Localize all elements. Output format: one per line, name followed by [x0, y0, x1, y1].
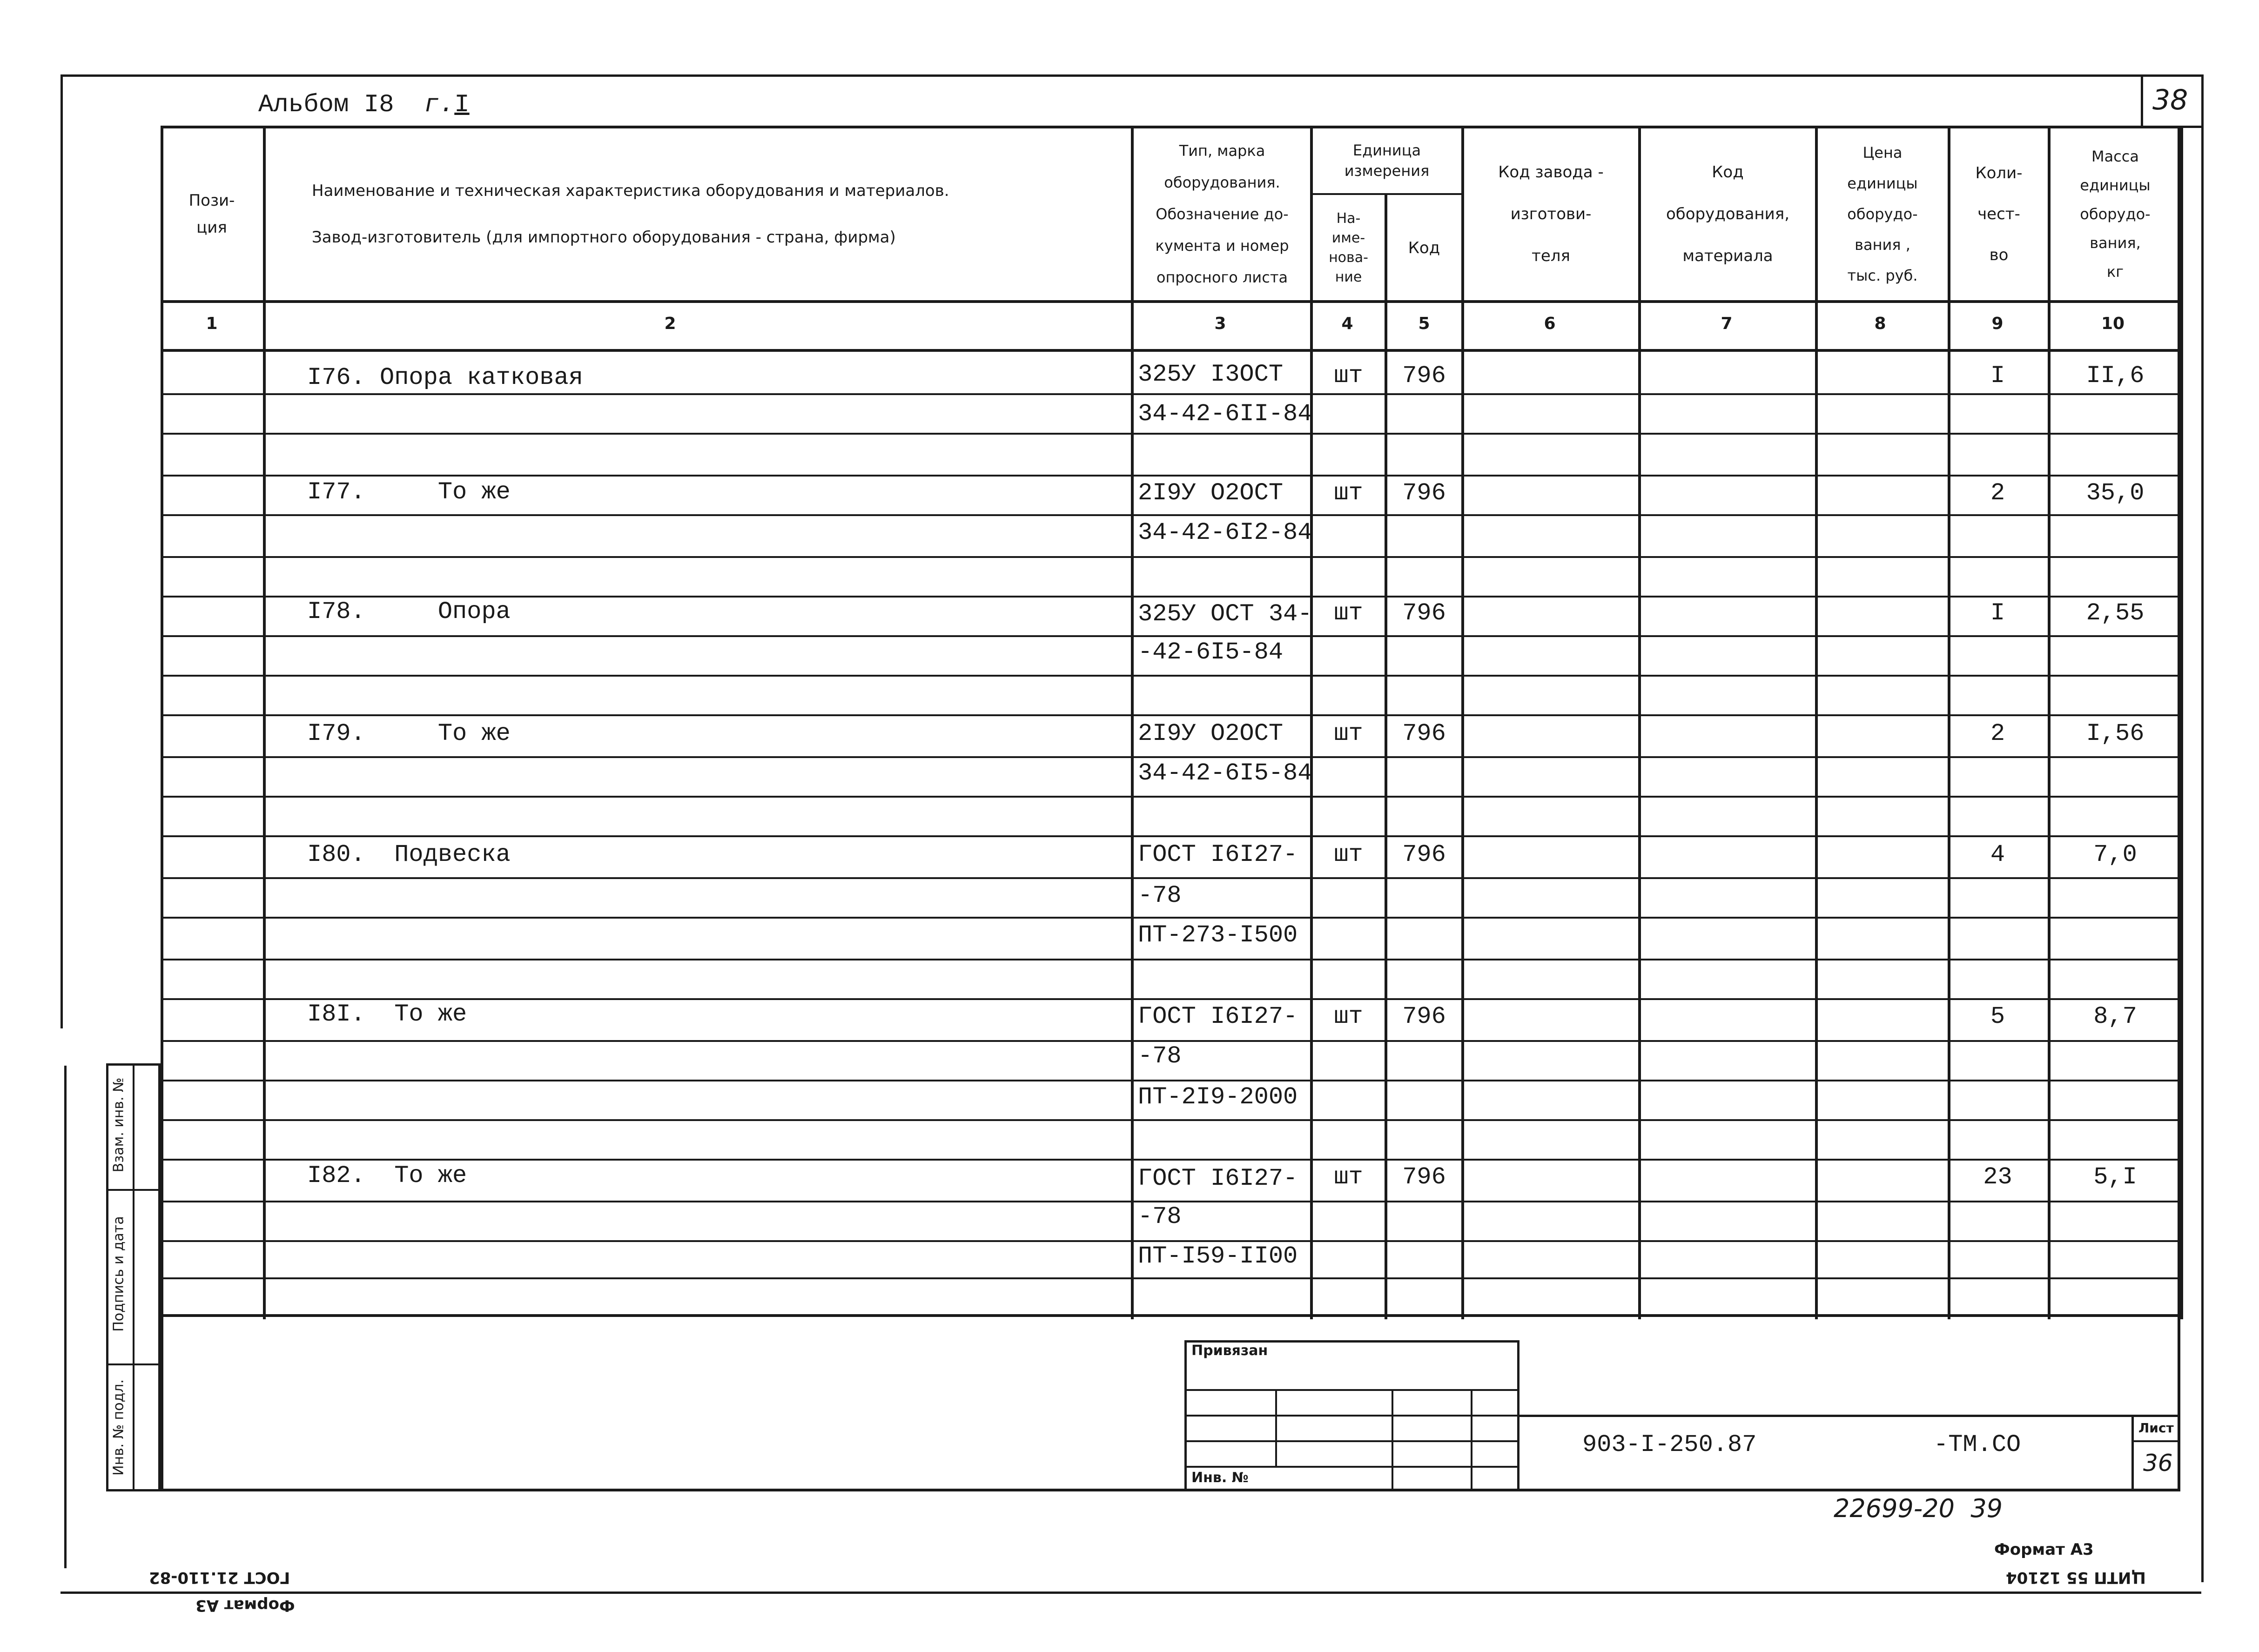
row-line — [161, 1119, 2180, 1121]
bottom-left-format: Формат А3 — [195, 1596, 295, 1615]
row-181-mass: 8,7 — [2093, 1003, 2137, 1030]
row-177-type-2: 34-42-6I2-84 — [1138, 519, 1312, 546]
row-179-type-2: 34-42-6I5-84 — [1138, 759, 1312, 787]
row-178-qty: I — [1990, 599, 2005, 627]
unit-header-split — [1310, 193, 1461, 195]
privyazan-line-3 — [1184, 1440, 1519, 1442]
colnum-2: 2 — [664, 314, 676, 333]
side-stamp-divider — [133, 1063, 134, 1491]
row-177-mass: 35,0 — [2086, 479, 2145, 507]
row-178-mass: 2,55 — [2086, 599, 2145, 627]
row-180-type-1: ГОСТ I6I27- — [1138, 841, 1298, 868]
col-line-10 — [2180, 126, 2183, 1319]
side-podpis-data: Подпись и дата — [110, 1216, 127, 1332]
row-line — [161, 714, 2180, 716]
row-181-unit: шт — [1334, 1003, 1363, 1030]
col-line-7 — [1815, 126, 1818, 1319]
row-179-type-1: 2I9У О2ОСТ — [1138, 720, 1284, 747]
row-line — [161, 959, 2180, 960]
row-line — [161, 796, 2180, 798]
sheet-number-split — [2131, 1440, 2180, 1442]
row-179-name: I79. То же — [307, 720, 511, 747]
row-180-mass: 7,0 — [2093, 841, 2137, 868]
top-page-number: 38 — [2152, 84, 2188, 116]
header-col7: Код оборудования, материала — [1666, 163, 1790, 265]
row-line — [161, 877, 2180, 879]
row-line — [161, 675, 2180, 677]
row-line — [161, 1201, 2180, 1202]
row-179-mass: I,56 — [2086, 720, 2145, 747]
row-181-type-3: ПТ-2I9-2000 — [1138, 1083, 1298, 1111]
privyazan-vline-3 — [1471, 1389, 1472, 1491]
row-line — [161, 514, 2180, 516]
frame-left-lower-line — [64, 1066, 67, 1568]
title-block-top — [1519, 1415, 2180, 1417]
row-line — [161, 1277, 2180, 1279]
doc-code: 903-I-250.87 — [1582, 1431, 1757, 1458]
bottom-right-code: ЦИТП 55 12104 — [2006, 1568, 2146, 1587]
row-178-name: I78. Опора — [307, 598, 511, 625]
colnum-separator — [161, 349, 2180, 352]
row-181-qty: 5 — [1990, 1003, 2005, 1030]
row-line — [161, 635, 2180, 637]
header-col1: Пози- ция — [188, 191, 235, 237]
header-col10: Масса единицы оборудо- вания, кг — [2080, 148, 2151, 281]
row-line — [161, 835, 2180, 837]
colnum-9: 9 — [1991, 314, 2004, 333]
row-line — [161, 998, 2180, 1000]
row-177-code: 796 — [1402, 479, 1446, 507]
row-177-qty: 2 — [1990, 479, 2005, 507]
row-176-type-1: 325У I3ОСТ — [1138, 361, 1284, 388]
row-180-unit: шт — [1334, 841, 1363, 868]
privyazan-vline-2 — [1392, 1389, 1393, 1491]
row-line — [161, 1080, 2180, 1081]
row-176-mass: II,6 — [2086, 362, 2145, 389]
colnum-8: 8 — [1874, 314, 1886, 333]
header-col4: На- име- нова- ние — [1329, 210, 1368, 285]
colnum-3: 3 — [1214, 314, 1226, 333]
row-178-unit: шт — [1334, 599, 1363, 627]
frame-left-line — [61, 74, 63, 1028]
row-179-code: 796 — [1402, 720, 1446, 747]
frame-right-line — [2201, 74, 2204, 1582]
col-line-1 — [263, 126, 266, 1319]
header-col9: Коли- чест- во — [1975, 164, 2023, 264]
row-181-type-1: ГОСТ I6I27- — [1138, 1003, 1298, 1030]
sheet-number: 36 — [2143, 1450, 2173, 1477]
album-title: Альбом I8 г.I — [258, 91, 470, 119]
row-182-unit: шт — [1334, 1163, 1363, 1191]
privyazan-line-1 — [1184, 1389, 1519, 1391]
row-182-type-1: ГОСТ I6I27- — [1138, 1165, 1298, 1192]
row-line — [161, 1040, 2180, 1042]
row-179-unit: шт — [1334, 720, 1363, 747]
row-178-type-2: -42-6I5-84 — [1138, 638, 1284, 666]
header-separator — [161, 300, 2180, 303]
row-181-code: 796 — [1402, 1003, 1446, 1030]
header-col5: Код — [1408, 238, 1440, 257]
header-col2: Наименование и техническая характеристика оборудования и материалов. Завод-изготовитель (для импортного оборудования - страна, фирма) — [312, 181, 949, 247]
row-182-type-3: ПТ-I59-II00 — [1138, 1242, 1298, 1270]
row-176-qty: I — [1990, 362, 2005, 389]
row-178-type-1: 325У ОСТ 34- — [1138, 600, 1312, 628]
colnum-7: 7 — [1721, 314, 1733, 333]
col-line-2 — [1131, 126, 1134, 1319]
row-176-code: 796 — [1402, 362, 1446, 389]
frame-bottom-line — [61, 1592, 2201, 1594]
inv-no-label: Инв. № — [1191, 1470, 1249, 1486]
row-line — [161, 475, 2180, 477]
row-181-name: I8I. То же — [307, 1001, 467, 1028]
bottom-left-gost: ГОСТ 21.110-82 — [149, 1568, 290, 1587]
row-180-type-2: -78 — [1138, 882, 1182, 909]
colnum-10: 10 — [2101, 314, 2125, 333]
privyazan-vline-1 — [1275, 1389, 1277, 1466]
row-177-unit: шт — [1334, 479, 1363, 507]
row-176-name: I76. Опора катковая — [307, 364, 583, 391]
inventory-note: 22699-20 39 — [1834, 1494, 2003, 1523]
row-line — [161, 556, 2180, 558]
row-180-qty: 4 — [1990, 841, 2005, 868]
row-182-code: 796 — [1402, 1163, 1446, 1191]
lower-area-frame — [161, 1317, 2180, 1491]
col-line-6 — [1638, 126, 1641, 1319]
header-col3: Тип, марка оборудования. Обозначение до- кумента и номер опросного листа — [1155, 142, 1289, 286]
row-line — [161, 917, 2180, 919]
header-col45: Единица измерения — [1344, 141, 1430, 180]
row-177-name: I77. То же — [307, 478, 511, 506]
row-179-qty: 2 — [1990, 720, 2005, 747]
row-line — [161, 1240, 2180, 1242]
doc-suffix: -ТМ.СО — [1934, 1431, 2021, 1458]
row-176-type-2: 34-42-6II-84 — [1138, 400, 1312, 428]
side-vzam-inv: Взам. инв. № — [110, 1077, 127, 1173]
row-177-type-1: 2I9У О2ОСТ — [1138, 479, 1284, 507]
row-line — [161, 1159, 2180, 1161]
row-182-mass: 5,I — [2093, 1163, 2137, 1191]
side-stamp-split-1 — [106, 1189, 161, 1191]
privyazan-line-4 — [1184, 1466, 1519, 1468]
row-181-type-2: -78 — [1138, 1042, 1182, 1070]
colnum-4: 4 — [1341, 314, 1353, 333]
header-col8: Цена единицы оборудо- вания , тыс. руб. — [1847, 144, 1918, 284]
row-180-code: 796 — [1402, 841, 1446, 868]
row-line — [161, 756, 2180, 758]
row-182-name: I82. То же — [307, 1162, 467, 1189]
row-182-type-2: -78 — [1138, 1203, 1182, 1230]
sheet-label: Лист — [2138, 1420, 2174, 1436]
row-178-code: 796 — [1402, 599, 1446, 627]
row-line — [161, 433, 2180, 435]
privyazan-label: Привязан — [1191, 1343, 1268, 1359]
row-176-unit: шт — [1334, 362, 1363, 389]
colnum-6: 6 — [1544, 314, 1556, 333]
colnum-5: 5 — [1418, 314, 1430, 333]
row-180-name: I80. Подвеска — [307, 841, 511, 868]
format-label: Формат А3 — [1994, 1540, 2094, 1559]
row-180-type-3: ПТ-273-I500 — [1138, 921, 1298, 949]
side-inv-podl: Инв. № подл. — [110, 1379, 127, 1476]
col-line-5 — [1461, 126, 1464, 1319]
privyazan-line-2 — [1184, 1415, 1519, 1417]
colnum-1: 1 — [206, 314, 218, 333]
row-182-qty: 23 — [1983, 1163, 2012, 1191]
header-col6: Код завода - изготови- теля — [1498, 163, 1604, 265]
frame-top-line — [61, 74, 2201, 77]
row-line — [161, 596, 2180, 598]
row-line — [161, 393, 2180, 395]
